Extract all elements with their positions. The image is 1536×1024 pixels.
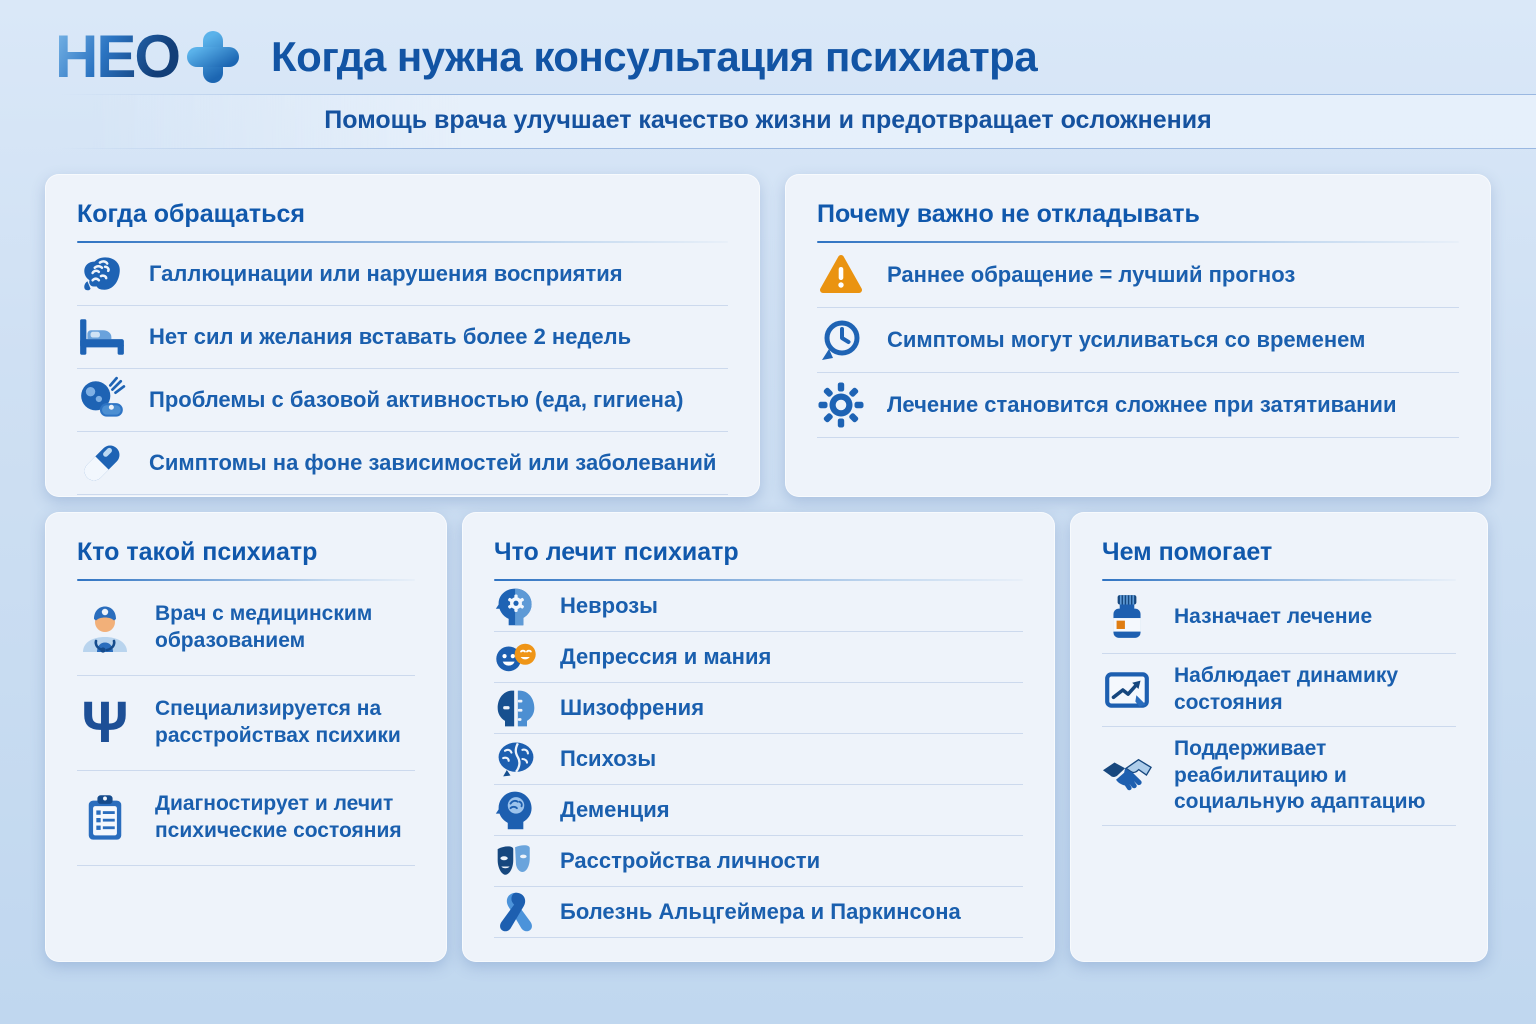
list-item — [77, 676, 415, 771]
list-item — [1102, 654, 1456, 727]
item-text: Поддерживает реабилитацию и социальную адаптацию — [1174, 736, 1426, 814]
page-title: Когда нужна консультация психиатра — [271, 33, 1038, 80]
item-list — [1102, 581, 1456, 826]
subtitle-band — [0, 94, 1536, 149]
card-title: Когда обращаться — [77, 200, 306, 228]
pill-icon — [77, 438, 127, 488]
item-text: Назначает лечение — [1174, 604, 1373, 628]
card-what-psychiatrist-treats — [462, 512, 1055, 962]
split-head-icon — [494, 686, 538, 730]
list-item — [77, 369, 728, 432]
card-who-is-psychiatrist — [45, 512, 447, 962]
list-item — [494, 581, 1023, 632]
list-item — [494, 887, 1023, 938]
item-list — [77, 243, 728, 495]
list-item — [77, 771, 415, 866]
card-how-helps — [1070, 512, 1488, 962]
chart-icon — [1102, 665, 1152, 715]
brain-icon — [77, 249, 127, 299]
item-text: Врач с медицинским образованием — [155, 602, 373, 652]
card-title: Почему важно не откладывать — [817, 200, 1200, 228]
list-item — [77, 581, 415, 676]
item-text: Деменция — [560, 796, 670, 822]
card-why-not-delay — [785, 174, 1491, 497]
ribbon-icon — [494, 890, 538, 934]
item-list — [77, 581, 415, 866]
item-text: Симптомы на фоне зависимостей или заболеваний — [149, 449, 717, 475]
logo — [55, 23, 239, 90]
list-item — [1102, 727, 1456, 826]
item-text: Шизофрения — [560, 694, 705, 720]
plus-icon — [187, 31, 239, 83]
list-item — [494, 734, 1023, 785]
item-text: Депрессия и мания — [560, 643, 772, 669]
list-item — [77, 432, 728, 495]
brain-psychosis-icon — [494, 737, 538, 781]
list-item — [817, 373, 1459, 438]
bottom-row — [45, 512, 1491, 962]
subtitle: Помощь врача улучшает качество жизни и предотвращает осложнения — [324, 106, 1212, 134]
item-text: Болезнь Альцгеймера и Паркинсона — [560, 898, 961, 924]
faces-icon — [494, 635, 538, 679]
list-item — [77, 306, 728, 369]
header — [0, 0, 1536, 88]
item-text: Галлюцинации или нарушения восприятия — [149, 260, 623, 286]
list-item — [77, 243, 728, 306]
list-item — [817, 308, 1459, 373]
list-item — [1102, 581, 1456, 654]
item-text: Нет сил и желания вставать более 2 недель — [149, 323, 632, 349]
clock-icon — [817, 316, 865, 364]
list-item — [494, 785, 1023, 836]
item-text: Симптомы могут усиливаться со временем — [887, 326, 1366, 352]
bed-icon — [77, 312, 127, 362]
card-title: Чем помогает — [1102, 538, 1273, 566]
item-list — [817, 243, 1459, 438]
masks-icon — [494, 839, 538, 883]
handshake-icon — [1102, 751, 1152, 801]
item-list — [494, 581, 1023, 938]
item-text: Лечение становится сложнее при затятивании — [887, 391, 1397, 417]
list-item — [494, 632, 1023, 683]
list-item — [494, 836, 1023, 887]
list-item — [494, 683, 1023, 734]
head-gear-icon — [494, 584, 538, 628]
list-item — [817, 243, 1459, 308]
card-title: Что лечит психиатр — [494, 538, 739, 566]
meal-icon — [77, 375, 127, 425]
psi-glyph: Ψ — [81, 690, 129, 755]
doctor-icon — [77, 600, 133, 656]
content — [0, 149, 1536, 962]
item-text: Наблюдает динамику состояния — [1174, 664, 1399, 714]
gear-icon — [817, 381, 865, 429]
item-text: Проблемы с базовой активностью (еда, гигиена) — [149, 386, 684, 412]
clipboard-icon — [77, 790, 133, 846]
item-text: Специализируется на расстройствах психики — [155, 697, 401, 747]
logo-text: НЕО — [55, 23, 180, 90]
item-text: Психозы — [560, 745, 657, 771]
item-text: Диагностирует и лечит психические состояния — [155, 792, 402, 842]
card-when-to-seek-help — [45, 174, 760, 497]
card-title: Кто такой психиатр — [77, 538, 318, 566]
top-row — [45, 174, 1491, 497]
item-text: Расстройства личности — [560, 847, 821, 873]
item-text: Неврозы — [560, 592, 658, 618]
psi-icon — [77, 690, 133, 755]
head-brain-icon — [494, 788, 538, 832]
medicine-bottle-icon — [1102, 592, 1152, 642]
warning-icon — [817, 251, 865, 299]
item-text: Раннее обращение = лучший прогноз — [887, 261, 1296, 287]
